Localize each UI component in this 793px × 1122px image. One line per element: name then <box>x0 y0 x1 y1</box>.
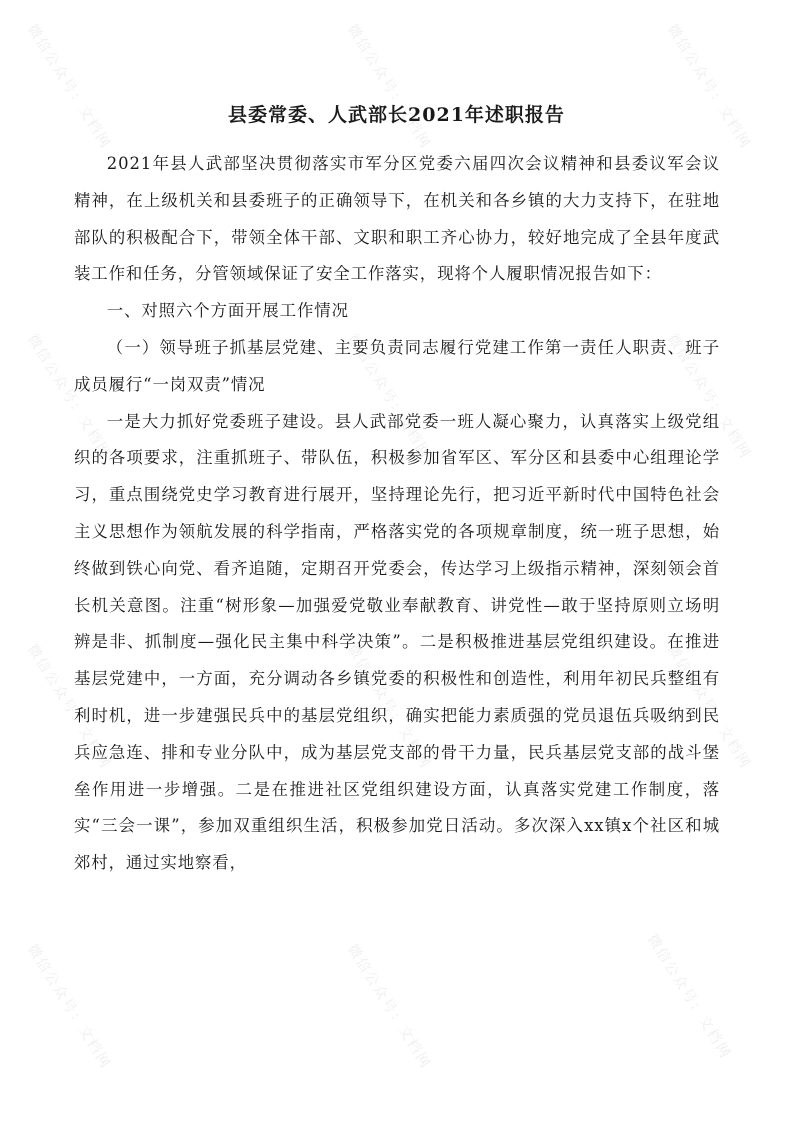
body-paragraph: 一是大力抓好党委班子建设。县人武部党委一班人凝心聚力，认真落实上级党组织的各项要求，注重抓班子、带队伍，积极参加省军区、军分区和县委中心组理论学习，重点围绕党史学习教育进行展开，坚持理论先行，把习近平新时代中国特色社会主义思想作为领航发展的科学指南，严格落实党的各项规章制度，统一班子思想，始终做到铁心向党、看齐追随，定期召开党委会，传达学习上级指示精神，深刻领会首长机关意图。注重“树形象—加强爱党敬业奉献教育、讲党性—敢于坚持原则立场明辨是非、抓制度—强化民主集中科学决策”。二是积极推进基层党组织建设。在推进基层党建中，一方面，充分调动各乡镇党委的积极性和创造性，利用年初民兵整组有利时机，进一步建强民兵中的基层党组织，确实把能力素质强的党员退伍兵吸纳到民兵应急连、排和专业分队中，成为基层党支部的骨干力量，民兵基层党支部的战斗堡垒作用进一步增强。二是在推进社区党组织建设方面，认真落实党建工作制度，落实“三会一课”，参加双重组织生活，积极参加党日活动。多次深入xx镇x个社区和城郊村，通过实地察看， <box>74 411 720 873</box>
watermark: 微信公众号：文档网 <box>343 21 434 153</box>
watermark: 微信公众号：文档网 <box>23 941 114 1073</box>
watermark: 微信公众号：文档网 <box>663 641 754 773</box>
document-title: 县委常委、人武部长2021年述职报告 <box>228 104 565 126</box>
watermark: 微信公众号：文档网 <box>663 21 754 153</box>
watermark: 微信公众号：文档网 <box>343 641 434 773</box>
subsection-heading: （一）领导班子抓基层党建、主要负责同志履行党建工作第一责任人职责、班子成员履行“一岗双责”情况 <box>74 337 720 394</box>
section-heading: 一、对照六个方面开展工作情况 <box>106 301 349 321</box>
document-body <box>74 146 720 882</box>
watermark: 微信公众号：文档网 <box>343 941 434 1073</box>
watermark: 微信公众号：文档网 <box>643 931 734 1063</box>
watermark: 微信公众号：文档网 <box>663 331 754 463</box>
watermark: 微信公众号：文档网 <box>343 331 434 463</box>
watermark: 微信公众号：文档网 <box>23 641 114 773</box>
watermark: 微信公众号：文档网 <box>23 21 114 153</box>
watermark: 微信公众号：文档网 <box>23 331 114 463</box>
intro-paragraph: 2021年县人武部坚决贯彻落实市军分区党委六届四次会议精神和县委议军会议精神，在上级机关和县委班子的正确领导下，在机关和各乡镇的大力支持下，在驻地部队的积极配合下，带领全体干部、文职和职工齐心协力，较好地完成了全县年度武装工作和任务，分管领域保证了安全工作落实，现将个人履职情况报告如下： <box>74 154 720 284</box>
